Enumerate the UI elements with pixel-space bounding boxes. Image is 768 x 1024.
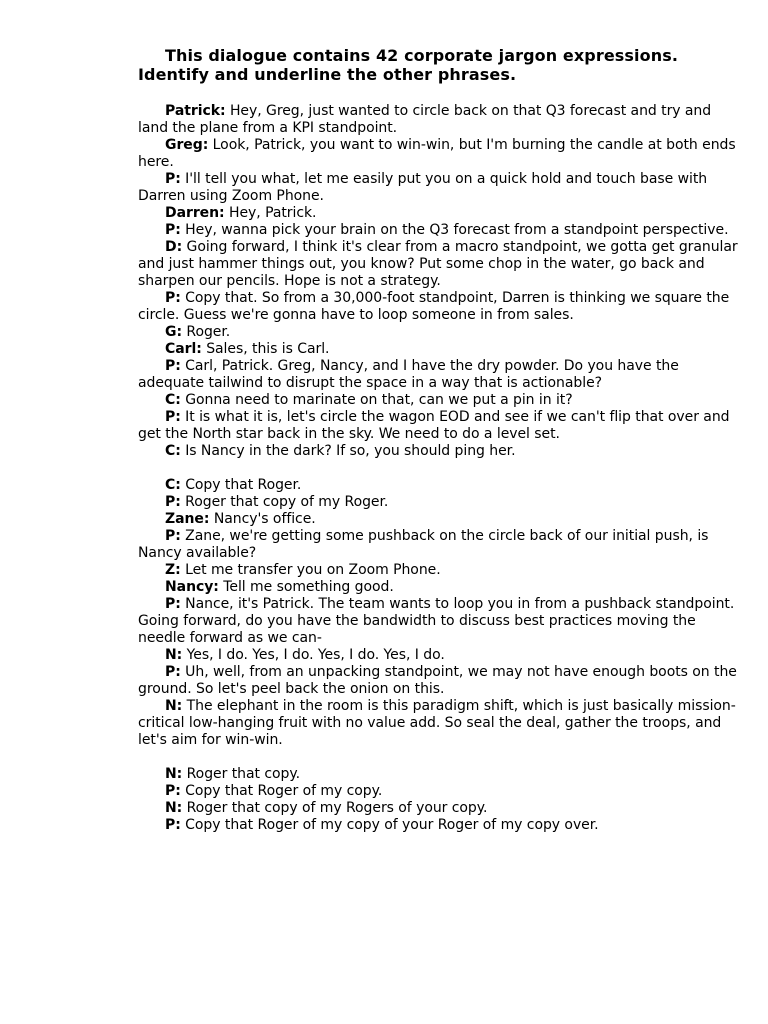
speaker-label: C: bbox=[165, 477, 181, 493]
line-text: Is Nancy in the dark? If so, you should ping her. bbox=[185, 443, 516, 459]
dialogue-line bbox=[138, 647, 738, 664]
line-text: Copy that Roger of my copy. bbox=[185, 783, 383, 799]
line-text: Nancy's office. bbox=[213, 511, 316, 527]
dialogue-line bbox=[138, 596, 738, 647]
dialogue-line bbox=[138, 205, 738, 222]
dialogue-body bbox=[138, 103, 738, 834]
speaker-label: C: bbox=[165, 392, 181, 408]
line-text: Zane, we're getting some pushback on the circle back of our initial push, is Nancy available? bbox=[138, 528, 709, 561]
line-text: Uh, well, from an unpacking standpoint, we may not have enough boots on the ground. So let's peel back the onion on this. bbox=[138, 664, 737, 697]
dialogue-line bbox=[138, 392, 738, 409]
section-gap bbox=[138, 460, 738, 477]
speaker-label: N: bbox=[165, 766, 183, 782]
document-page bbox=[138, 46, 738, 834]
speaker-label: P: bbox=[165, 817, 181, 833]
line-text: Copy that Roger. bbox=[185, 477, 302, 493]
speaker-label: P: bbox=[165, 528, 181, 544]
line-text: Going forward, I think it's clear from a macro standpoint, we gotta get granular and just hammer things out, you know? Put some chop in the water, go back and sharpen our pencils. Hope is not a strategy. bbox=[138, 239, 738, 289]
dialogue-line bbox=[138, 783, 738, 800]
line-text: Roger that copy of my Rogers of your copy. bbox=[186, 800, 488, 816]
speaker-label: Greg: bbox=[165, 137, 209, 153]
line-text: Roger that copy. bbox=[186, 766, 300, 782]
line-text: Look, Patrick, you want to win-win, but I'm burning the candle at both ends here. bbox=[138, 137, 736, 170]
dialogue-line bbox=[138, 103, 738, 137]
speaker-label: N: bbox=[165, 800, 183, 816]
line-text: I'll tell you what, let me easily put you on a quick hold and touch base with Darren using Zoom Phone. bbox=[138, 171, 708, 204]
line-text: The elephant in the room is this paradigm shift, which is just basically mission-critical low-hanging fruit with no value add. So seal the deal, gather the troops, and let's aim for win-win. bbox=[138, 698, 736, 748]
speaker-label: Z: bbox=[165, 562, 181, 578]
speaker-label: P: bbox=[165, 222, 181, 238]
line-text: Roger that copy of my Roger. bbox=[185, 494, 389, 510]
dialogue-line bbox=[138, 800, 738, 817]
line-text: Copy that Roger of my copy of your Roger of my copy over. bbox=[185, 817, 599, 833]
dialogue-line bbox=[138, 358, 738, 392]
dialogue-line bbox=[138, 766, 738, 783]
dialogue-line bbox=[138, 324, 738, 341]
dialogue-line bbox=[138, 290, 738, 324]
line-text: Roger. bbox=[186, 324, 231, 340]
speaker-label: Nancy: bbox=[165, 579, 219, 595]
dialogue-line bbox=[138, 239, 738, 290]
line-text: Let me transfer you on Zoom Phone. bbox=[185, 562, 441, 578]
line-text: Copy that. So from a 30,000-foot standpoint, Darren is thinking we square the circle. Guess we're gonna have to loop someone in from sales. bbox=[138, 290, 730, 323]
speaker-label: P: bbox=[165, 409, 181, 425]
dialogue-line bbox=[138, 409, 738, 443]
dialogue-line bbox=[138, 664, 738, 698]
speaker-label: P: bbox=[165, 664, 181, 680]
dialogue-line bbox=[138, 222, 738, 239]
speaker-label: G: bbox=[165, 324, 182, 340]
speaker-label: Carl: bbox=[165, 341, 202, 357]
speaker-label: N: bbox=[165, 698, 183, 714]
speaker-label: P: bbox=[165, 358, 181, 374]
line-text: Nance, it's Patrick. The team wants to loop you in from a pushback standpoint. Going forward, do you have the bandwidth to discuss best practices moving the needle forward as we can- bbox=[138, 596, 735, 646]
worksheet-title: This dialogue contains 42 corporate jargon expressions. Identify and underline the other phrases. bbox=[138, 46, 679, 84]
speaker-label: Zane: bbox=[165, 511, 210, 527]
line-text: Yes, I do. Yes, I do. Yes, I do. Yes, I do. bbox=[186, 647, 445, 663]
speaker-label: C: bbox=[165, 443, 181, 459]
speaker-label: P: bbox=[165, 596, 181, 612]
line-text: It is what it is, let's circle the wagon EOD and see if we can't flip that over and get the North star back in the sky. We need to do a level set. bbox=[138, 409, 730, 442]
speaker-label: P: bbox=[165, 783, 181, 799]
speaker-label: D: bbox=[165, 239, 183, 255]
dialogue-line bbox=[138, 511, 738, 528]
dialogue-line bbox=[138, 341, 738, 358]
dialogue-line bbox=[138, 443, 738, 460]
line-text: Gonna need to marinate on that, can we put a pin in it? bbox=[185, 392, 573, 408]
line-text: Hey, Patrick. bbox=[229, 205, 317, 221]
line-text: Hey, wanna pick your brain on the Q3 forecast from a standpoint perspective. bbox=[185, 222, 729, 238]
dialogue-line bbox=[138, 579, 738, 596]
speaker-label: P: bbox=[165, 494, 181, 510]
dialogue-line bbox=[138, 477, 738, 494]
line-text: Tell me something good. bbox=[223, 579, 394, 595]
speaker-label: P: bbox=[165, 171, 181, 187]
line-text: Carl, Patrick. Greg, Nancy, and I have the dry powder. Do you have the adequate tailwind to disrupt the space in a way that is actionable? bbox=[138, 358, 679, 391]
dialogue-line bbox=[138, 171, 738, 205]
dialogue-line bbox=[138, 137, 738, 171]
speaker-label: N: bbox=[165, 647, 183, 663]
dialogue-line bbox=[138, 817, 738, 834]
dialogue-line bbox=[138, 494, 738, 511]
line-text: Sales, this is Carl. bbox=[206, 341, 330, 357]
section-gap bbox=[138, 749, 738, 766]
dialogue-line bbox=[138, 698, 738, 749]
speaker-label: P: bbox=[165, 290, 181, 306]
speaker-label: Patrick: bbox=[165, 103, 226, 119]
speaker-label: Darren: bbox=[165, 205, 225, 221]
dialogue-line bbox=[138, 528, 738, 562]
dialogue-line bbox=[138, 562, 738, 579]
line-text: Hey, Greg, just wanted to circle back on that Q3 forecast and try and land the plane from a KPI standpoint. bbox=[138, 103, 712, 136]
